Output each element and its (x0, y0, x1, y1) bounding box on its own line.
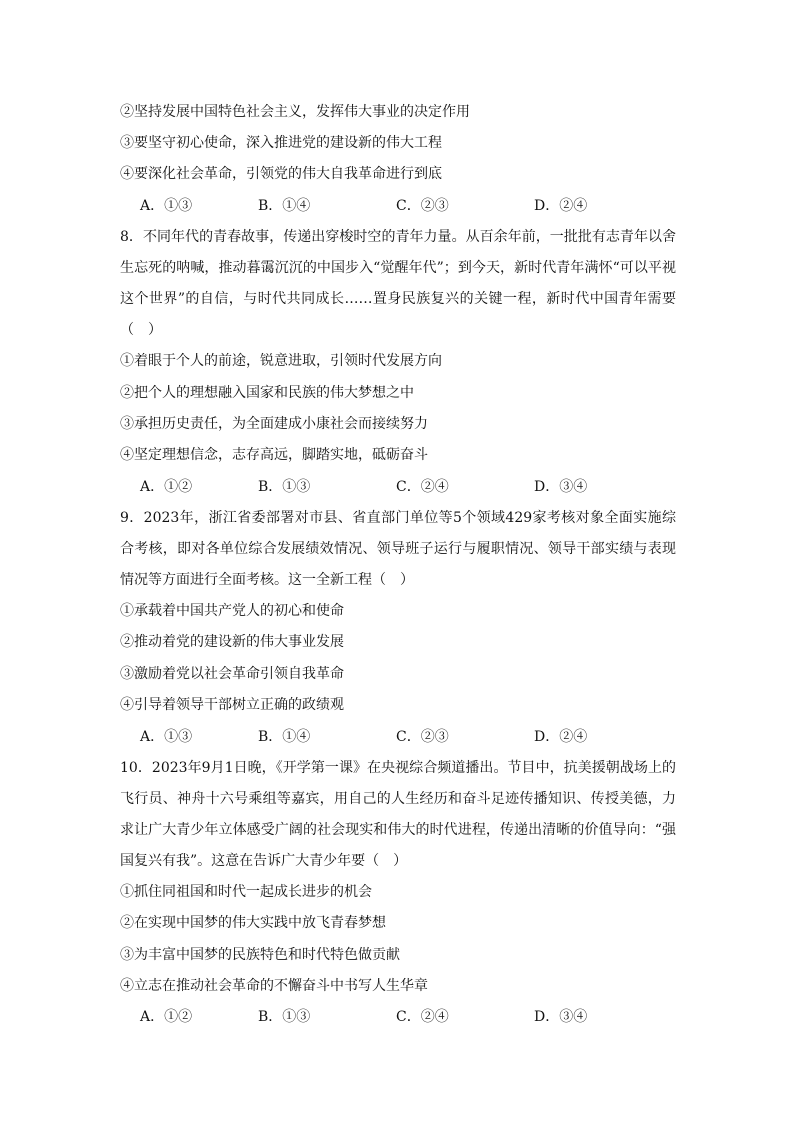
q8-statement-3: ③承担历史责任，为全面建成小康社会而接续努力 (120, 416, 428, 432)
q9-option-b: B．①④ (258, 729, 311, 745)
q10-answer-options (120, 1007, 680, 1027)
statement-3: ③要坚守初心使命，深入推进党的建设新的伟大工程 (120, 135, 442, 151)
question-9-stem: 9．2023年，浙江省委部署对市县、省直部门单位等5个领域429家考核对象全面实施综合考核，即对各单位综合发展绩效情况、领导班子运行与履职情况、领导干部实绩与表现情况等方面进行全面考核。这一全新工程（ ） (120, 510, 676, 588)
option-c: C．②③ (396, 198, 449, 214)
q10-option-c: C．②④ (396, 1009, 449, 1025)
q9-statement-3: ③激励着党以社会革命引领自我革命 (120, 666, 344, 682)
answer-options (120, 196, 680, 216)
option-a: A．①③ (140, 198, 193, 214)
q8-statement-2: ②把个人的理想融入国家和民族的伟大梦想之中 (120, 385, 414, 401)
q10-statement-1: ①抓住同祖国和时代一起成长进步的机会 (120, 884, 372, 900)
q8-answer-options (120, 477, 680, 497)
q8-statement-4: ④坚定理想信念，志存高远，脚踏实地，砥砺奋斗 (120, 447, 428, 463)
statement-4: ④要深化社会革命，引领党的伟大自我革命进行到底 (120, 166, 442, 182)
q10-option-d: D．③④ (534, 1009, 588, 1025)
statement-2: ②坚持发展中国特色社会主义，发挥伟大事业的决定作用 (120, 104, 470, 120)
q10-option-a: A．①② (140, 1009, 193, 1025)
q8-option-d: D．③④ (534, 479, 588, 495)
option-d: D．②④ (534, 198, 588, 214)
q10-statement-3: ③为丰富中国梦的民族特色和时代特色做贡献 (120, 947, 400, 963)
question-10-stem: 10．2023年9月1日晚，《开学第一课》在央视综合频道播出。节目中，抗美援朝战场上的飞行员、神舟十六号乘组等嘉宾，用自己的人生经历和奋斗足迹传播知识、传授美德，力求让广大青少年立体感受广阔的社会现实和伟大的时代进程，传递出清晰的价值导向：“强国复兴有我”。这意在告诉广大青少年要（ ） (120, 760, 676, 869)
q10-statement-2: ②在实现中国梦的伟大实践中放飞青春梦想 (120, 915, 386, 931)
q9-option-c: C．②③ (396, 729, 449, 745)
q9-option-d: D．②④ (534, 729, 588, 745)
q10-statement-4: ④立志在推动社会革命的不懈奋斗中书写人生华章 (120, 978, 428, 994)
q9-statement-1: ①承载着中国共产党人的初心和使命 (120, 603, 344, 619)
q10-option-b: B．①③ (258, 1009, 311, 1025)
q8-option-b: B．①③ (258, 479, 311, 495)
question-8-stem: 8．不同年代的青春故事，传递出穿梭时空的青年力量。从百余年前，一批批有志青年以舍生忘死的呐喊，推动暮霭沉沉的中国步入“觉醒年代”；到今天，新时代青年满怀“可以平视这个世界”的自信，与时代共同成长……置身民族复兴的关键一程，新时代中国青年需要（ ） (120, 229, 676, 338)
q9-statement-4: ④引导着领导干部树立正确的政绩观 (120, 697, 344, 713)
q9-option-a: A．①③ (140, 729, 193, 745)
q9-statement-2: ②推动着党的建设新的伟大事业发展 (120, 634, 344, 650)
option-b: B．①④ (258, 198, 311, 214)
q8-option-c: C．②④ (396, 479, 449, 495)
q9-answer-options (120, 727, 680, 747)
q8-option-a: A．①② (140, 479, 193, 495)
q8-statement-1: ①着眼于个人的前途，锐意进取，引领时代发展方向 (120, 353, 442, 369)
